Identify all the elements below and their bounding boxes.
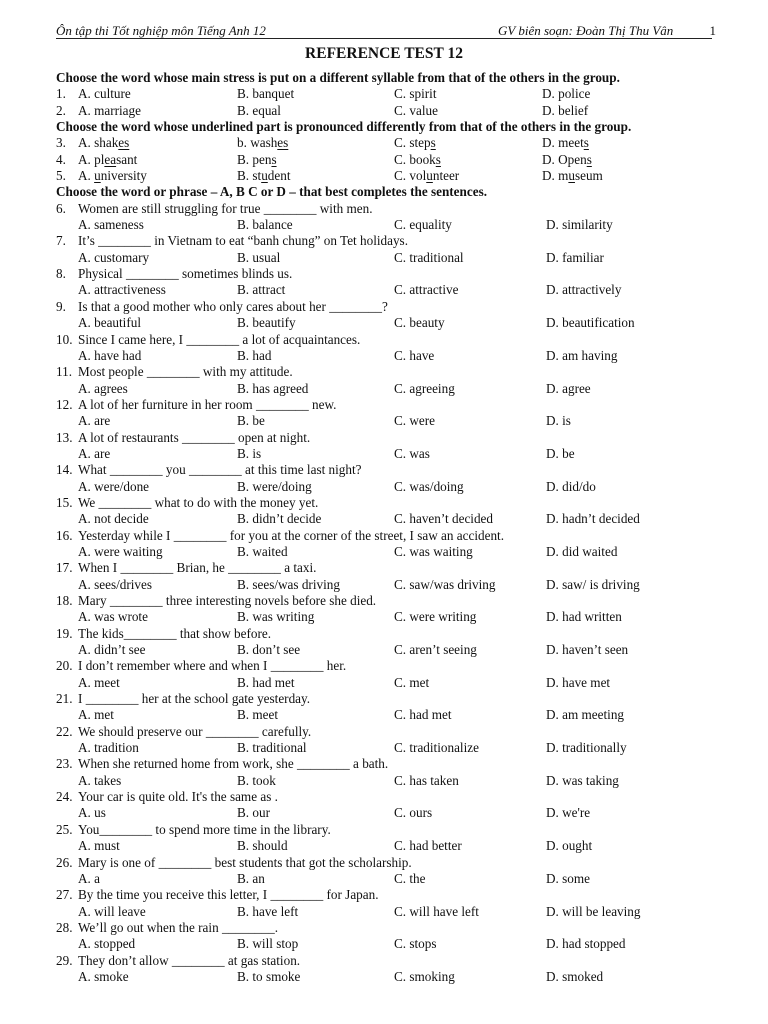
question: [56, 430, 736, 463]
option-a: A. were waiting: [78, 543, 163, 559]
question: [56, 756, 736, 789]
question-stem-line: [56, 855, 736, 871]
question-number: 6.: [56, 200, 66, 216]
option-c: [394, 135, 436, 151]
option-b: B. should: [237, 838, 288, 854]
option-a-underlined-part: es: [118, 135, 130, 151]
question-stem: We ________ what to do with the money yet.: [78, 494, 319, 510]
question-options: [56, 642, 736, 658]
question-stem-line: [56, 822, 736, 838]
option-d: D. belief: [542, 102, 589, 118]
option-d: D. have met: [546, 674, 611, 690]
option-a: A. will leave: [78, 903, 146, 919]
option-b-underlined-part: s: [271, 151, 277, 167]
question-number: 9.: [56, 298, 66, 314]
option-d: D. beautification: [546, 315, 635, 331]
question-stem-line: [56, 299, 736, 315]
question-stem-line: [56, 756, 736, 772]
option-a: A. smoke: [78, 968, 129, 984]
option-d-prefix: D. meet: [542, 135, 584, 151]
question-stem-line: [56, 593, 736, 609]
question-stem-line: [56, 560, 736, 576]
header-course-title: Ôn tập thi Tốt nghiệp môn Tiếng Anh 12: [56, 23, 266, 38]
option-a: A. tradition: [78, 740, 139, 756]
question: [56, 658, 736, 691]
question-number: 23.: [56, 756, 73, 772]
question-stem: Your car is quite old. It's the same as .: [78, 789, 278, 805]
question-stem-line: [56, 430, 736, 446]
question: [56, 822, 736, 855]
option-a: A. a: [78, 870, 100, 886]
pronunciation-item: [56, 135, 736, 151]
option-b: [237, 152, 277, 168]
option-c: C. traditionalize: [394, 740, 479, 756]
question-stem: I ________ her at the school gate yesterday.: [78, 691, 311, 707]
option-d: D. traditionally: [546, 740, 627, 756]
section-2-items: [56, 135, 736, 184]
question-stem: Women are still struggling for true ________ with men.: [78, 200, 373, 216]
question-options: [56, 577, 736, 593]
question-number: 11.: [56, 364, 72, 380]
question-stem: By the time you receive this letter, I ________ for Japan.: [78, 887, 379, 903]
question: [56, 593, 736, 626]
question-options: [56, 904, 736, 920]
question-stem-line: [56, 201, 736, 217]
question-stem: When she returned home from work, she ________ a bath.: [78, 756, 389, 772]
option-b-underlined-part: es: [277, 135, 289, 151]
option-d: D. we're: [546, 805, 591, 821]
option-c-underlined-part: u: [426, 168, 433, 184]
question-stem: It’s ________ in Vietnam to eat “banh chung” on Tet holidays.: [78, 233, 408, 249]
question: [56, 299, 736, 332]
option-a: A. are: [78, 413, 111, 429]
question: [56, 364, 736, 397]
question-options: [56, 675, 736, 691]
question-stem: They don’t allow ________ at gas station.: [78, 952, 301, 968]
item-number: 4.: [56, 151, 66, 167]
question-stem-line: [56, 691, 736, 707]
option-c: C. met: [394, 674, 430, 690]
option-c: C. saw/was driving: [394, 576, 496, 592]
option-c-prefix: C. book: [394, 151, 436, 167]
question: [56, 528, 736, 561]
option-d: D. had stopped: [546, 936, 626, 952]
option-b: B. be: [237, 413, 265, 429]
question-options: [56, 707, 736, 723]
option-a-underlined-part: ea: [104, 151, 117, 167]
option-b: [237, 135, 288, 151]
option-b: B. has agreed: [237, 380, 309, 396]
option-b: B. had met: [237, 674, 295, 690]
option-d: D. had written: [546, 609, 622, 625]
question: [56, 266, 736, 299]
option-c: C. was/doing: [394, 478, 464, 494]
page-title: REFERENCE TEST 12: [305, 45, 463, 62]
option-b: B. beautify: [237, 315, 296, 331]
option-a: A. have had: [78, 347, 142, 363]
option-c: C. the: [394, 870, 426, 886]
option-a-underlined-part: u: [94, 168, 101, 184]
option-c: [394, 168, 459, 184]
question-stem-line: [56, 920, 736, 936]
question-options: [56, 936, 736, 952]
question-number: 27.: [56, 887, 73, 903]
question: [56, 724, 736, 757]
option-b: B. usual: [237, 249, 281, 265]
question-options: [56, 969, 736, 985]
option-c: C. stops: [394, 936, 437, 952]
option-a-suffix: sant: [116, 151, 138, 167]
option-b: B. is: [237, 445, 262, 461]
question-stem: We should preserve our ________ carefully.: [78, 723, 312, 739]
question-options: [56, 511, 736, 527]
option-a: A. sees/drives: [78, 576, 152, 592]
question: [56, 560, 736, 593]
option-d: D. similarity: [546, 217, 613, 233]
question-options: [56, 740, 736, 756]
option-b: B. balance: [237, 217, 293, 233]
option-d-underlined-part: s: [586, 151, 592, 167]
question-stem-line: [56, 953, 736, 969]
question-number: 25.: [56, 821, 73, 837]
section-1-items: [56, 86, 736, 119]
option-a-prefix: A. shak: [78, 135, 119, 151]
option-b-prefix: B. pen: [237, 151, 272, 167]
question: [56, 201, 736, 234]
option-c: C. were: [394, 413, 436, 429]
option-c-suffix: nteer: [432, 168, 460, 184]
stress-item: [56, 86, 736, 102]
option-d-prefix: D. Open: [542, 151, 587, 167]
question-number: 17.: [56, 560, 73, 576]
question-stem-line: [56, 332, 736, 348]
question-number: 19.: [56, 625, 73, 641]
question-stem: A lot of restaurants ________ open at night.: [78, 429, 311, 445]
option-a: A. agrees: [78, 380, 128, 396]
option-d: D. be: [546, 445, 575, 461]
question-stem: What ________ you ________ at this time last night?: [78, 462, 362, 478]
option-b: B. were/doing: [237, 478, 312, 494]
question: [56, 887, 736, 920]
section-2-instruction: Choose the word whose underlined part is pronounced differently from that of the others in the group.: [56, 119, 632, 135]
question: [56, 953, 736, 986]
option-a-suffix: niversity: [100, 168, 147, 184]
option-d: D. was taking: [546, 772, 619, 788]
question-stem: Is that a good mother who only cares about her ________?: [78, 298, 388, 314]
option-d: [542, 168, 603, 184]
option-d: D. am having: [546, 347, 618, 363]
option-d-underlined-part: u: [568, 168, 575, 184]
question-stem: You________ to spend more time in the library.: [78, 821, 331, 837]
option-c: C. have: [394, 347, 435, 363]
option-c: C. was waiting: [394, 543, 473, 559]
option-a-prefix: A.: [78, 168, 95, 184]
question: [56, 332, 736, 365]
option-c: C. smoking: [394, 968, 455, 984]
test-content: [56, 70, 736, 985]
option-b-suffix: dent: [267, 168, 291, 184]
option-b: B. banquet: [237, 86, 295, 102]
option-c: C. traditional: [394, 249, 464, 265]
option-a: A. are: [78, 445, 111, 461]
option-b: B. have left: [237, 903, 299, 919]
option-d: D. did waited: [546, 543, 618, 559]
question-number: 20.: [56, 658, 73, 674]
option-d: [542, 135, 589, 151]
option-d: D. ought: [546, 838, 593, 854]
question-stem-line: [56, 887, 736, 903]
option-c: C. had met: [394, 707, 452, 723]
question-number: 7.: [56, 233, 66, 249]
question-stem-line: [56, 397, 736, 413]
option-c-prefix: C. step: [394, 135, 431, 151]
option-b: B. traditional: [237, 740, 307, 756]
question-stem: Mary ________ three interesting novels before she died.: [78, 593, 377, 608]
question: [56, 397, 736, 430]
option-c: C. had better: [394, 838, 462, 854]
question-stem-line: [56, 233, 736, 249]
option-c: C. has taken: [394, 772, 459, 788]
option-c: C. was: [394, 445, 430, 461]
question-stem: The kids________ that show before.: [78, 625, 272, 641]
section-3-questions: [56, 201, 736, 986]
option-a: A. sameness: [78, 217, 144, 233]
question-number: 13.: [56, 429, 73, 445]
pronunciation-item: [56, 168, 736, 184]
option-c: C. ours: [394, 805, 433, 821]
option-b-prefix: B. st: [237, 168, 262, 184]
option-c: C. equality: [394, 217, 452, 233]
option-d: D. am meeting: [546, 707, 625, 723]
option-a: A. met: [78, 707, 114, 723]
question: [56, 855, 736, 888]
option-d: D. will be leaving: [546, 903, 641, 919]
question-stem-line: [56, 462, 736, 478]
option-d: D. hadn’t decided: [546, 511, 640, 527]
pronunciation-item: [56, 152, 736, 168]
option-b: B. our: [237, 805, 270, 821]
question-number: 22.: [56, 723, 73, 739]
question-number: 12.: [56, 396, 73, 412]
question-options: [56, 479, 736, 495]
option-c: C. attractive: [394, 282, 459, 298]
question-number: 16.: [56, 527, 73, 543]
option-d: D. some: [546, 870, 590, 886]
option-d: D. familiar: [546, 249, 604, 265]
question: [56, 233, 736, 266]
option-c: C. spirit: [394, 86, 437, 102]
item-number: 5.: [56, 168, 66, 184]
option-a-prefix: A. pl: [78, 151, 105, 167]
option-a: A. culture: [78, 86, 131, 102]
question-options: [56, 217, 736, 233]
option-a: A. was wrote: [78, 609, 148, 625]
question-options: [56, 315, 736, 331]
stress-item: [56, 103, 736, 119]
question-stem: Yesterday while I ________ for you at the corner of the street, I saw an accident.: [78, 527, 505, 543]
option-d: D. did/do: [546, 478, 596, 494]
option-b: B. meet: [237, 707, 279, 723]
item-number: 2.: [56, 102, 66, 118]
option-a: A. takes: [78, 772, 122, 788]
question-options: [56, 250, 736, 266]
option-d: D. is: [546, 413, 571, 429]
option-c: C. haven’t decided: [394, 511, 493, 527]
question: [56, 495, 736, 528]
section-1-instruction: Choose the word whose main stress is put on a different syllable from that of the others in the group.: [56, 70, 620, 85]
option-b: B. don’t see: [237, 642, 301, 658]
question-stem: We’ll go out when the rain ________.: [78, 919, 279, 935]
option-a: A. marriage: [78, 102, 141, 118]
option-d-underlined-part: s: [583, 135, 589, 151]
option-a: [78, 135, 129, 151]
question-number: 8.: [56, 266, 66, 282]
question-stem: A lot of her furniture in her room ________ new.: [78, 396, 337, 412]
option-b: B. attract: [237, 282, 286, 298]
option-a: [78, 168, 147, 184]
option-b: B. took: [237, 772, 276, 788]
option-b-prefix: b. wash: [237, 135, 278, 151]
question: [56, 789, 736, 822]
question-number: 24.: [56, 789, 73, 805]
option-c: C. agreeing: [394, 380, 455, 396]
option-a: A. didn’t see: [78, 642, 146, 658]
option-a: A. were/done: [78, 478, 150, 494]
option-b-underlined-part: u: [261, 168, 268, 184]
option-b: B. sees/was driving: [237, 576, 340, 592]
question: [56, 626, 736, 659]
question-stem: Most people ________ with my attitude.: [78, 364, 293, 380]
question-stem-line: [56, 724, 736, 740]
item-number: 1.: [56, 86, 66, 102]
option-a: A. stopped: [78, 936, 136, 952]
option-a: A. customary: [78, 249, 150, 265]
option-d: D. attractively: [546, 282, 622, 298]
question: [56, 691, 736, 724]
option-a: A. not decide: [78, 511, 149, 527]
item-number: 3.: [56, 135, 66, 151]
option-d: D. smoked: [546, 968, 604, 984]
question-number: 14.: [56, 462, 73, 478]
question-number: 21.: [56, 691, 73, 707]
option-d: D. haven’t seen: [546, 642, 629, 658]
option-a: A. meet: [78, 674, 120, 690]
question-stem-line: [56, 495, 736, 511]
question-options: [56, 348, 736, 364]
option-a: A. beautiful: [78, 315, 141, 331]
option-a: A. us: [78, 805, 106, 821]
question-options: [56, 446, 736, 462]
question-number: 10.: [56, 331, 73, 347]
option-c: C. beauty: [394, 315, 445, 331]
question-stem-line: [56, 658, 736, 674]
option-a: [78, 152, 137, 168]
question-stem: I don’t remember where and when I ________ her.: [78, 658, 347, 674]
question-stem-line: [56, 789, 736, 805]
question-options: [56, 805, 736, 821]
option-c: [394, 152, 441, 168]
question-stem: Since I came here, I ________ a lot of acquaintances.: [78, 331, 361, 347]
option-d: D. agree: [546, 380, 591, 396]
question-stem-line: [56, 364, 736, 380]
question-stem-line: [56, 626, 736, 642]
question-options: [56, 544, 736, 560]
option-b: B. didn’t decide: [237, 511, 322, 527]
option-b: B. was writing: [237, 609, 315, 625]
option-c-prefix: C. vol: [394, 168, 427, 184]
header-rule: [56, 38, 712, 39]
question-stem-line: [56, 528, 736, 544]
option-d: D. police: [542, 86, 591, 102]
option-d-prefix: D. m: [542, 168, 569, 184]
question-stem: Physical ________ sometimes blinds us.: [78, 266, 293, 282]
question-stem: Mary is one of ________ best students that got the scholarship.: [78, 854, 412, 870]
option-b: B. will stop: [237, 936, 299, 952]
option-d-suffix: seum: [574, 168, 603, 184]
option-c-underlined-part: s: [435, 151, 441, 167]
option-c: C. aren’t seeing: [394, 642, 477, 658]
option-c: C. were writing: [394, 609, 477, 625]
option-a: A. attractiveness: [78, 282, 166, 298]
option-b: B. an: [237, 870, 265, 886]
option-b: B. had: [237, 347, 272, 363]
question-stem: When I ________ Brian, he ________ a taxi.: [78, 560, 317, 576]
option-c: C. will have left: [394, 903, 479, 919]
question-options: [56, 773, 736, 789]
page-number: 1: [709, 23, 716, 38]
header-author: GV biên soạn: Đoàn Thị Thu Vân: [498, 23, 674, 38]
question-options: [56, 609, 736, 625]
option-b: B. to smoke: [237, 968, 301, 984]
question-options: [56, 413, 736, 429]
option-d: D. saw/ is driving: [546, 576, 640, 592]
question-number: 18.: [56, 593, 73, 608]
section-3-instruction: Choose the word or phrase – A, B C or D – that best completes the sentences.: [56, 184, 488, 200]
question-options: [56, 282, 736, 298]
question-number: 26.: [56, 854, 73, 870]
option-c-underlined-part: s: [430, 135, 436, 151]
question-number: 29.: [56, 952, 73, 968]
option-b: [237, 168, 291, 184]
option-c: C. value: [394, 102, 438, 118]
question-number: 15.: [56, 494, 73, 510]
question: [56, 462, 736, 495]
question-stem-line: [56, 266, 736, 282]
option-b: B. waited: [237, 543, 288, 559]
question-options: [56, 838, 736, 854]
option-d: [542, 152, 592, 168]
option-b: B. equal: [237, 102, 281, 118]
question: [56, 920, 736, 953]
question-options: [56, 871, 736, 887]
question-number: 28.: [56, 919, 73, 935]
option-a: A. must: [78, 838, 120, 854]
question-options: [56, 381, 736, 397]
